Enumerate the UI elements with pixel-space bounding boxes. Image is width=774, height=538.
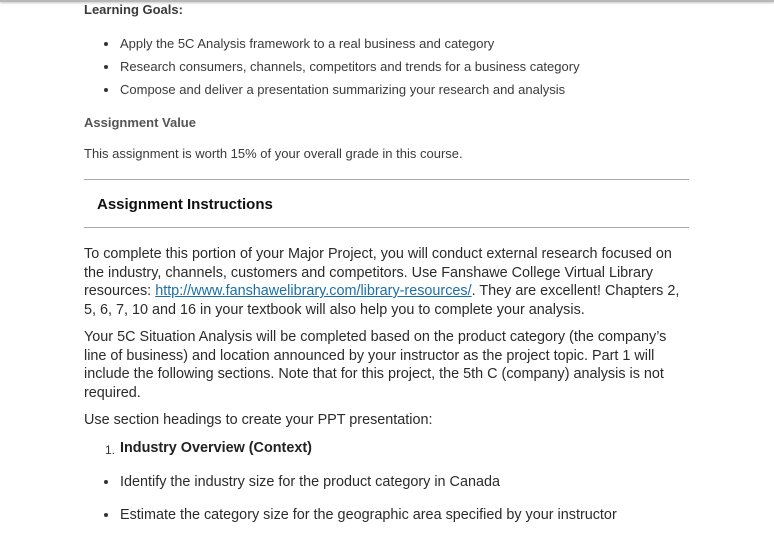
assignment-instructions-heading: Assignment Instructions <box>97 196 273 213</box>
list-item: Apply the 5C Analysis framework to a real business and category <box>84 32 690 55</box>
list-item: Estimate the category size for the geographic area specified by your instructor <box>84 505 690 538</box>
section-number: 1. <box>105 443 116 457</box>
instructions-paragraph-3: Use section headings to create your PPT presentation: <box>84 412 433 428</box>
list-item: Compose and deliver a presentation summarizing your research and analysis <box>84 78 690 101</box>
paragraph-text: To complete this portion of your Major Project, you will conduct external research focused on the industry, channels, customers and competitors. Use Fanshawe College Virtual Library resources: <box>84 246 672 299</box>
section-bullets <box>84 472 690 538</box>
list-item: Research consumers, channels, competitors and trends for a business category <box>84 55 690 78</box>
divider <box>84 179 689 180</box>
instructions-paragraph-1 <box>84 245 692 319</box>
assignment-value-heading: Assignment Value <box>84 115 196 130</box>
divider <box>84 227 689 228</box>
list-item: Identify the industry size for the product category in Canada <box>84 472 690 505</box>
instructions-paragraph-2: Your 5C Situation Analysis will be completed based on the product category (the company’s line of business) and location announced by your instructor as the project topic. Part 1 will include the following sections. Note that for this project, the 5th C (company) analysis is not required. <box>84 329 667 401</box>
section-title: Industry Overview (Context) <box>120 440 312 456</box>
paragraph-text: . They are excellent! Chapters 2, 5, 6, 7, 10 and 16 in your textbook will also help you to complete your analysis. <box>84 283 680 318</box>
assignment-value-text: This assignment is worth 15% of your overall grade in this course. <box>84 146 463 161</box>
learning-goals-heading: Learning Goals: <box>84 2 183 17</box>
learning-goals-list <box>84 32 690 101</box>
library-resources-link[interactable]: http://www.fanshawelibrary.com/library-resources/ <box>155 283 472 299</box>
